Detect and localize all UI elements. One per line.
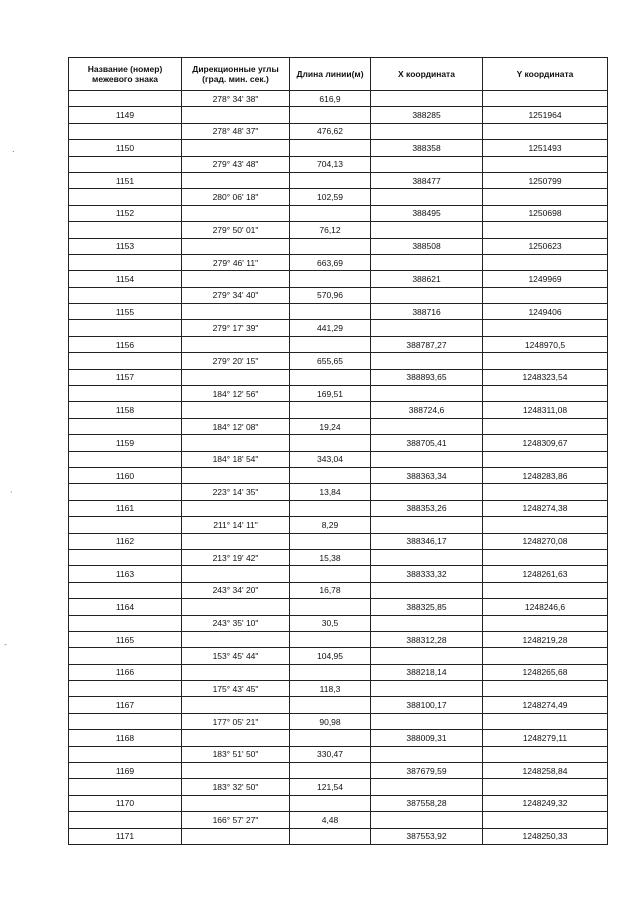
- point-name-cell: 1152: [69, 205, 182, 221]
- empty-cell: [69, 91, 182, 107]
- y-coordinate-cell: 1248265,68: [483, 664, 608, 680]
- empty-cell: [371, 353, 483, 369]
- line-length-cell: 616,9: [290, 91, 371, 107]
- direction-angle-cell: 183° 32' 50": [182, 779, 290, 795]
- table-row: [69, 123, 608, 139]
- line-length-cell: 330,47: [290, 746, 371, 762]
- empty-cell: [69, 451, 182, 467]
- y-coordinate-cell: 1250698: [483, 205, 608, 221]
- empty-cell: [483, 484, 608, 500]
- margin-mark: -: [4, 640, 7, 649]
- empty-cell: [182, 533, 290, 549]
- line-length-cell: 15,38: [290, 549, 371, 565]
- table-row: [69, 271, 608, 287]
- direction-angle-cell: 279° 34' 40": [182, 287, 290, 303]
- table-row: [69, 763, 608, 779]
- direction-angle-cell: 184° 12' 56": [182, 386, 290, 402]
- table-row: [69, 533, 608, 549]
- table-row: [69, 730, 608, 746]
- point-name-cell: 1161: [69, 500, 182, 516]
- empty-cell: [182, 795, 290, 811]
- empty-cell: [483, 713, 608, 729]
- margin-mark: .: [12, 145, 15, 154]
- direction-angle-cell: 183° 51' 50": [182, 746, 290, 762]
- empty-cell: [483, 582, 608, 598]
- direction-angle-cell: 243° 34' 20": [182, 582, 290, 598]
- line-length-cell: 102,59: [290, 189, 371, 205]
- empty-cell: [483, 353, 608, 369]
- direction-angle-cell: 184° 12' 08": [182, 418, 290, 434]
- direction-angle-cell: 279° 46' 11": [182, 254, 290, 270]
- point-name-cell: 1151: [69, 172, 182, 188]
- empty-cell: [371, 615, 483, 631]
- direction-angle-cell: 278° 48' 37": [182, 123, 290, 139]
- x-coordinate-cell: 388346,17: [371, 533, 483, 549]
- empty-cell: [483, 386, 608, 402]
- empty-cell: [290, 172, 371, 188]
- y-coordinate-cell: 1248274,49: [483, 697, 608, 713]
- empty-cell: [69, 287, 182, 303]
- header-direction-angle: Дирекционные углы (град. мин. сек.): [182, 58, 290, 91]
- empty-cell: [371, 648, 483, 664]
- table-row: [69, 549, 608, 565]
- table-row: [69, 222, 608, 238]
- point-name-cell: 1153: [69, 238, 182, 254]
- coordinates-table: [68, 57, 608, 845]
- empty-cell: [182, 140, 290, 156]
- empty-cell: [371, 484, 483, 500]
- empty-cell: [182, 107, 290, 123]
- empty-cell: [371, 320, 483, 336]
- x-coordinate-cell: 388363,34: [371, 467, 483, 483]
- empty-cell: [483, 189, 608, 205]
- table-row: [69, 287, 608, 303]
- point-name-cell: 1164: [69, 599, 182, 615]
- table-row: [69, 205, 608, 221]
- y-coordinate-cell: 1248250,33: [483, 828, 608, 844]
- empty-cell: [371, 746, 483, 762]
- empty-cell: [371, 156, 483, 172]
- y-coordinate-cell: 1251964: [483, 107, 608, 123]
- y-coordinate-cell: 1248258,84: [483, 763, 608, 779]
- empty-cell: [69, 812, 182, 828]
- y-coordinate-cell: 1251493: [483, 140, 608, 156]
- x-coordinate-cell: 388495: [371, 205, 483, 221]
- empty-cell: [182, 467, 290, 483]
- point-name-cell: 1149: [69, 107, 182, 123]
- line-length-cell: 30,5: [290, 615, 371, 631]
- table-row: [69, 713, 608, 729]
- y-coordinate-cell: 1248219,28: [483, 631, 608, 647]
- x-coordinate-cell: 388218,14: [371, 664, 483, 680]
- y-coordinate-cell: 1249406: [483, 304, 608, 320]
- point-name-cell: 1154: [69, 271, 182, 287]
- empty-cell: [69, 779, 182, 795]
- y-coordinate-cell: 1248274,38: [483, 500, 608, 516]
- line-length-cell: 663,69: [290, 254, 371, 270]
- empty-cell: [371, 189, 483, 205]
- table-row: [69, 304, 608, 320]
- line-length-cell: 343,04: [290, 451, 371, 467]
- direction-angle-cell: 177° 05' 21": [182, 713, 290, 729]
- table-row: [69, 140, 608, 156]
- x-coordinate-cell: 388716: [371, 304, 483, 320]
- empty-cell: [371, 549, 483, 565]
- empty-cell: [69, 484, 182, 500]
- direction-angle-cell: 153° 45' 44": [182, 648, 290, 664]
- x-coordinate-cell: 388100,17: [371, 697, 483, 713]
- point-name-cell: 1159: [69, 435, 182, 451]
- direction-angle-cell: 166° 57' 27": [182, 812, 290, 828]
- table-row: [69, 484, 608, 500]
- line-length-cell: 19,24: [290, 418, 371, 434]
- y-coordinate-cell: 1248246,6: [483, 599, 608, 615]
- table-row: [69, 156, 608, 172]
- empty-cell: [290, 205, 371, 221]
- empty-cell: [483, 517, 608, 533]
- y-coordinate-cell: 1248311,08: [483, 402, 608, 418]
- empty-cell: [371, 254, 483, 270]
- table-row: [69, 828, 608, 844]
- direction-angle-cell: 279° 17' 39": [182, 320, 290, 336]
- empty-cell: [371, 91, 483, 107]
- table-row: [69, 631, 608, 647]
- table-row: [69, 566, 608, 582]
- empty-cell: [182, 172, 290, 188]
- empty-cell: [182, 697, 290, 713]
- empty-cell: [483, 254, 608, 270]
- empty-cell: [483, 681, 608, 697]
- header-y-coordinate: Y координата: [483, 58, 608, 91]
- line-length-cell: 16,78: [290, 582, 371, 598]
- margin-mark: ·: [10, 488, 13, 497]
- empty-cell: [371, 418, 483, 434]
- point-name-cell: 1160: [69, 467, 182, 483]
- empty-cell: [290, 140, 371, 156]
- table-row: [69, 500, 608, 516]
- empty-cell: [290, 435, 371, 451]
- empty-cell: [69, 123, 182, 139]
- empty-cell: [483, 451, 608, 467]
- empty-cell: [69, 517, 182, 533]
- empty-cell: [371, 812, 483, 828]
- empty-cell: [69, 681, 182, 697]
- x-coordinate-cell: 388705,41: [371, 435, 483, 451]
- empty-cell: [182, 435, 290, 451]
- empty-cell: [371, 681, 483, 697]
- empty-cell: [69, 549, 182, 565]
- direction-angle-cell: 280° 06' 18": [182, 189, 290, 205]
- table-row: [69, 435, 608, 451]
- line-length-cell: 76,12: [290, 222, 371, 238]
- empty-cell: [182, 763, 290, 779]
- empty-cell: [69, 582, 182, 598]
- x-coordinate-cell: 388508: [371, 238, 483, 254]
- table-row: [69, 418, 608, 434]
- x-coordinate-cell: 388312,28: [371, 631, 483, 647]
- empty-cell: [290, 631, 371, 647]
- y-coordinate-cell: 1248970,5: [483, 336, 608, 352]
- empty-cell: [290, 697, 371, 713]
- empty-cell: [483, 91, 608, 107]
- empty-cell: [182, 828, 290, 844]
- empty-cell: [69, 320, 182, 336]
- point-name-cell: 1156: [69, 336, 182, 352]
- empty-cell: [290, 795, 371, 811]
- direction-angle-cell: 213° 19' 42": [182, 549, 290, 565]
- empty-cell: [182, 566, 290, 582]
- direction-angle-cell: 184° 18' 54": [182, 451, 290, 467]
- table-row: [69, 517, 608, 533]
- empty-cell: [69, 353, 182, 369]
- point-name-cell: 1162: [69, 533, 182, 549]
- point-name-cell: 1170: [69, 795, 182, 811]
- line-length-cell: 570,96: [290, 287, 371, 303]
- empty-cell: [69, 648, 182, 664]
- line-length-cell: 441,29: [290, 320, 371, 336]
- empty-cell: [290, 566, 371, 582]
- empty-cell: [69, 418, 182, 434]
- empty-cell: [483, 812, 608, 828]
- table-row: [69, 795, 608, 811]
- empty-cell: [483, 287, 608, 303]
- empty-cell: [182, 631, 290, 647]
- line-length-cell: 104,95: [290, 648, 371, 664]
- y-coordinate-cell: 1248279,11: [483, 730, 608, 746]
- line-length-cell: 8,29: [290, 517, 371, 533]
- empty-cell: [371, 386, 483, 402]
- empty-cell: [182, 664, 290, 680]
- empty-cell: [69, 746, 182, 762]
- line-length-cell: 13,84: [290, 484, 371, 500]
- empty-cell: [371, 517, 483, 533]
- direction-angle-cell: 278° 34' 38": [182, 91, 290, 107]
- header-x-coordinate: X координата: [371, 58, 483, 91]
- line-length-cell: 704,13: [290, 156, 371, 172]
- empty-cell: [290, 271, 371, 287]
- line-length-cell: 476,62: [290, 123, 371, 139]
- direction-angle-cell: 243° 35' 10": [182, 615, 290, 631]
- table-row: [69, 336, 608, 352]
- table-row: [69, 467, 608, 483]
- empty-cell: [69, 254, 182, 270]
- x-coordinate-cell: 387558,28: [371, 795, 483, 811]
- empty-cell: [483, 648, 608, 664]
- empty-cell: [290, 107, 371, 123]
- x-coordinate-cell: 388621: [371, 271, 483, 287]
- empty-cell: [290, 336, 371, 352]
- empty-cell: [69, 222, 182, 238]
- x-coordinate-cell: 388353,26: [371, 500, 483, 516]
- empty-cell: [290, 763, 371, 779]
- x-coordinate-cell: 388724,6: [371, 402, 483, 418]
- empty-cell: [290, 828, 371, 844]
- header-point-name: Название (номер) межевого знака: [69, 58, 182, 91]
- x-coordinate-cell: 387679,59: [371, 763, 483, 779]
- y-coordinate-cell: 1248323,54: [483, 369, 608, 385]
- empty-cell: [290, 500, 371, 516]
- x-coordinate-cell: 388333,32: [371, 566, 483, 582]
- x-coordinate-cell: 388358: [371, 140, 483, 156]
- empty-cell: [371, 779, 483, 795]
- table-row: [69, 369, 608, 385]
- x-coordinate-cell: 388285: [371, 107, 483, 123]
- direction-angle-cell: 279° 20' 15": [182, 353, 290, 369]
- empty-cell: [69, 156, 182, 172]
- table-row: [69, 402, 608, 418]
- empty-cell: [290, 467, 371, 483]
- empty-cell: [483, 320, 608, 336]
- table-row: [69, 238, 608, 254]
- empty-cell: [182, 238, 290, 254]
- empty-cell: [483, 779, 608, 795]
- empty-cell: [69, 615, 182, 631]
- empty-cell: [182, 599, 290, 615]
- header-line-length: Длина линии(м): [290, 58, 371, 91]
- empty-cell: [182, 730, 290, 746]
- table-row: [69, 812, 608, 828]
- empty-cell: [290, 304, 371, 320]
- point-name-cell: 1158: [69, 402, 182, 418]
- line-length-cell: 121,54: [290, 779, 371, 795]
- x-coordinate-cell: 388787,27: [371, 336, 483, 352]
- x-coordinate-cell: 388325,85: [371, 599, 483, 615]
- table-row: [69, 697, 608, 713]
- point-name-cell: 1150: [69, 140, 182, 156]
- y-coordinate-cell: 1248249,32: [483, 795, 608, 811]
- empty-cell: [371, 123, 483, 139]
- table-row: [69, 681, 608, 697]
- line-length-cell: 655,65: [290, 353, 371, 369]
- point-name-cell: 1168: [69, 730, 182, 746]
- point-name-cell: 1171: [69, 828, 182, 844]
- empty-cell: [182, 336, 290, 352]
- point-name-cell: 1167: [69, 697, 182, 713]
- empty-cell: [483, 549, 608, 565]
- direction-angle-cell: 175° 43' 45": [182, 681, 290, 697]
- table-body: [69, 91, 608, 845]
- table-row: [69, 353, 608, 369]
- empty-cell: [371, 713, 483, 729]
- empty-cell: [182, 369, 290, 385]
- empty-cell: [483, 222, 608, 238]
- empty-cell: [182, 205, 290, 221]
- point-name-cell: 1169: [69, 763, 182, 779]
- table-row: [69, 107, 608, 123]
- empty-cell: [483, 123, 608, 139]
- empty-cell: [69, 189, 182, 205]
- table-header-row: [69, 58, 608, 91]
- empty-cell: [69, 386, 182, 402]
- empty-cell: [371, 287, 483, 303]
- table-row: [69, 451, 608, 467]
- y-coordinate-cell: 1248309,67: [483, 435, 608, 451]
- line-length-cell: 4,48: [290, 812, 371, 828]
- empty-cell: [371, 582, 483, 598]
- direction-angle-cell: 279° 50' 01": [182, 222, 290, 238]
- table-row: [69, 779, 608, 795]
- line-length-cell: 169,51: [290, 386, 371, 402]
- table-row: [69, 615, 608, 631]
- table-row: [69, 320, 608, 336]
- direction-angle-cell: 223° 14' 35": [182, 484, 290, 500]
- table-row: [69, 648, 608, 664]
- empty-cell: [483, 746, 608, 762]
- x-coordinate-cell: 387553,92: [371, 828, 483, 844]
- y-coordinate-cell: 1250623: [483, 238, 608, 254]
- empty-cell: [182, 304, 290, 320]
- empty-cell: [182, 500, 290, 516]
- empty-cell: [290, 238, 371, 254]
- table-row: [69, 172, 608, 188]
- empty-cell: [371, 451, 483, 467]
- x-coordinate-cell: 388893,65: [371, 369, 483, 385]
- table-row: [69, 91, 608, 107]
- table-row: [69, 386, 608, 402]
- table-row: [69, 254, 608, 270]
- table-row: [69, 664, 608, 680]
- y-coordinate-cell: 1249969: [483, 271, 608, 287]
- empty-cell: [69, 713, 182, 729]
- empty-cell: [290, 402, 371, 418]
- point-name-cell: 1155: [69, 304, 182, 320]
- x-coordinate-cell: 388477: [371, 172, 483, 188]
- empty-cell: [182, 402, 290, 418]
- empty-cell: [290, 730, 371, 746]
- y-coordinate-cell: 1250799: [483, 172, 608, 188]
- empty-cell: [290, 664, 371, 680]
- table-row: [69, 582, 608, 598]
- y-coordinate-cell: 1248283,86: [483, 467, 608, 483]
- table-row: [69, 599, 608, 615]
- line-length-cell: 90,98: [290, 713, 371, 729]
- empty-cell: [290, 369, 371, 385]
- x-coordinate-cell: 388009,31: [371, 730, 483, 746]
- table-row: [69, 189, 608, 205]
- empty-cell: [290, 599, 371, 615]
- direction-angle-cell: 279° 43' 48": [182, 156, 290, 172]
- direction-angle-cell: 211° 14' 11": [182, 517, 290, 533]
- empty-cell: [290, 533, 371, 549]
- table-row: [69, 746, 608, 762]
- line-length-cell: 118,3: [290, 681, 371, 697]
- point-name-cell: 1157: [69, 369, 182, 385]
- empty-cell: [371, 222, 483, 238]
- empty-cell: [483, 156, 608, 172]
- y-coordinate-cell: 1248261,63: [483, 566, 608, 582]
- point-name-cell: 1163: [69, 566, 182, 582]
- empty-cell: [483, 418, 608, 434]
- point-name-cell: 1166: [69, 664, 182, 680]
- empty-cell: [182, 271, 290, 287]
- empty-cell: [483, 615, 608, 631]
- y-coordinate-cell: 1248270,08: [483, 533, 608, 549]
- point-name-cell: 1165: [69, 631, 182, 647]
